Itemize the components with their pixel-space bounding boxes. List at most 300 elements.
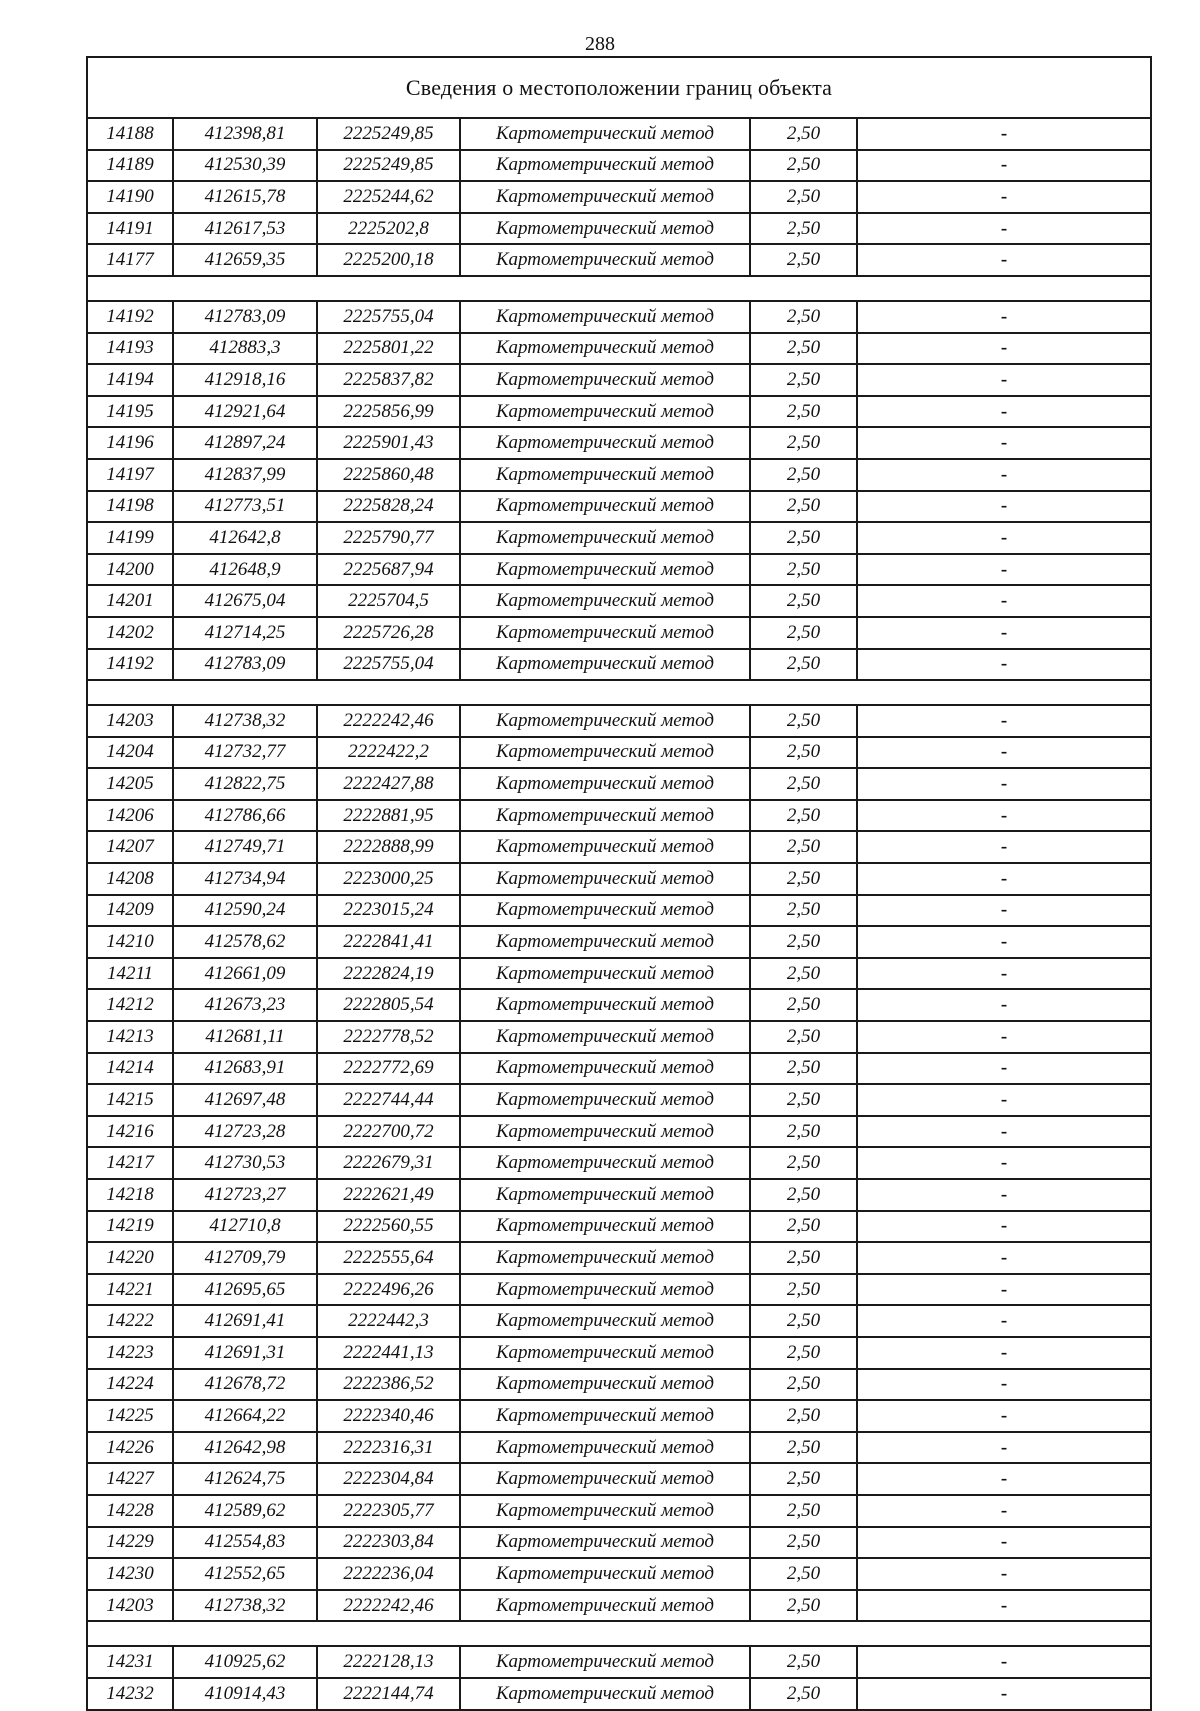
x-coordinate-cell: 412709,79 <box>173 1242 317 1274</box>
table-row <box>87 244 1151 276</box>
point-number-cell: 14211 <box>87 958 173 990</box>
y-coordinate-cell: 2222441,13 <box>317 1337 460 1369</box>
x-coordinate-cell: 412659,35 <box>173 244 317 276</box>
table-row <box>87 396 1151 428</box>
page-number: 288 <box>585 33 615 55</box>
y-coordinate-cell: 2222304,84 <box>317 1463 460 1495</box>
table-row <box>87 958 1151 990</box>
point-number-cell: 14219 <box>87 1211 173 1243</box>
method-cell: Картометрический метод <box>460 459 750 491</box>
accuracy-cell: 2,50 <box>750 427 857 459</box>
point-number-cell: 14212 <box>87 989 173 1021</box>
x-coordinate-cell: 412783,09 <box>173 301 317 333</box>
table-row <box>87 926 1151 958</box>
description-cell: - <box>857 926 1151 958</box>
table-row <box>87 1053 1151 1085</box>
method-cell: Картометрический метод <box>460 1337 750 1369</box>
method-cell: Картометрический метод <box>460 1274 750 1306</box>
point-number-cell: 14190 <box>87 181 173 213</box>
method-cell: Картометрический метод <box>460 1590 750 1622</box>
point-number-cell: 14194 <box>87 364 173 396</box>
x-coordinate-cell: 412624,75 <box>173 1463 317 1495</box>
y-coordinate-cell: 2223000,25 <box>317 863 460 895</box>
x-coordinate-cell: 410914,43 <box>173 1678 317 1710</box>
description-cell: - <box>857 1147 1151 1179</box>
point-number-cell: 14229 <box>87 1527 173 1559</box>
description-cell: - <box>857 1211 1151 1243</box>
method-cell: Картометрический метод <box>460 1084 750 1116</box>
method-cell: Картометрический метод <box>460 333 750 365</box>
method-cell: Картометрический метод <box>460 396 750 428</box>
y-coordinate-cell: 2225755,04 <box>317 649 460 681</box>
accuracy-cell: 2,50 <box>750 895 857 927</box>
method-cell: Картометрический метод <box>460 301 750 333</box>
y-coordinate-cell: 2222778,52 <box>317 1021 460 1053</box>
table-row <box>87 617 1151 649</box>
y-coordinate-cell: 2222386,52 <box>317 1369 460 1401</box>
x-coordinate-cell: 412554,83 <box>173 1527 317 1559</box>
accuracy-cell: 2,50 <box>750 1305 857 1337</box>
table-row <box>87 491 1151 523</box>
method-cell: Картометрический метод <box>460 1021 750 1053</box>
method-cell: Картометрический метод <box>460 554 750 586</box>
y-coordinate-cell: 2222496,26 <box>317 1274 460 1306</box>
accuracy-cell: 2,50 <box>750 617 857 649</box>
point-number-cell: 14200 <box>87 554 173 586</box>
point-number-cell: 14203 <box>87 1590 173 1622</box>
y-coordinate-cell: 2225790,77 <box>317 522 460 554</box>
description-cell: - <box>857 1432 1151 1464</box>
method-cell: Картометрический метод <box>460 118 750 150</box>
accuracy-cell: 2,50 <box>750 831 857 863</box>
x-coordinate-cell: 412783,09 <box>173 649 317 681</box>
method-cell: Картометрический метод <box>460 989 750 1021</box>
table-row <box>87 737 1151 769</box>
description-cell: - <box>857 522 1151 554</box>
table-row <box>87 768 1151 800</box>
y-coordinate-cell: 2222442,3 <box>317 1305 460 1337</box>
table-row <box>87 213 1151 245</box>
table-row <box>87 895 1151 927</box>
group-separator-row <box>87 276 1151 301</box>
method-cell: Картометрический метод <box>460 705 750 737</box>
y-coordinate-cell: 2222242,46 <box>317 705 460 737</box>
description-cell: - <box>857 1558 1151 1590</box>
accuracy-cell: 2,50 <box>750 1147 857 1179</box>
accuracy-cell: 2,50 <box>750 1211 857 1243</box>
description-cell: - <box>857 150 1151 182</box>
method-cell: Картометрический метод <box>460 1116 750 1148</box>
accuracy-cell: 2,50 <box>750 705 857 737</box>
table-row <box>87 1527 1151 1559</box>
method-cell: Картометрический метод <box>460 1678 750 1710</box>
description-cell: - <box>857 1463 1151 1495</box>
y-coordinate-cell: 2222242,46 <box>317 1590 460 1622</box>
x-coordinate-cell: 412723,28 <box>173 1116 317 1148</box>
description-cell: - <box>857 737 1151 769</box>
table-row <box>87 831 1151 863</box>
accuracy-cell: 2,50 <box>750 958 857 990</box>
description-cell: - <box>857 1053 1151 1085</box>
accuracy-cell: 2,50 <box>750 1590 857 1622</box>
accuracy-cell: 2,50 <box>750 1678 857 1710</box>
y-coordinate-cell: 2225828,24 <box>317 491 460 523</box>
accuracy-cell: 2,50 <box>750 1646 857 1678</box>
group-separator-cell <box>87 276 1151 301</box>
x-coordinate-cell: 412675,04 <box>173 585 317 617</box>
point-number-cell: 14226 <box>87 1432 173 1464</box>
y-coordinate-cell: 2222888,99 <box>317 831 460 863</box>
x-coordinate-cell: 412589,62 <box>173 1495 317 1527</box>
point-number-cell: 14191 <box>87 213 173 245</box>
table-row <box>87 1590 1151 1622</box>
method-cell: Картометрический метод <box>460 768 750 800</box>
table-row <box>87 1678 1151 1710</box>
description-cell: - <box>857 705 1151 737</box>
method-cell: Картометрический метод <box>460 1463 750 1495</box>
accuracy-cell: 2,50 <box>750 1116 857 1148</box>
y-coordinate-cell: 2225249,85 <box>317 118 460 150</box>
point-number-cell: 14196 <box>87 427 173 459</box>
description-cell: - <box>857 181 1151 213</box>
method-cell: Картометрический метод <box>460 585 750 617</box>
y-coordinate-cell: 2222560,55 <box>317 1211 460 1243</box>
x-coordinate-cell: 412773,51 <box>173 491 317 523</box>
method-cell: Картометрический метод <box>460 1400 750 1432</box>
method-cell: Картометрический метод <box>460 926 750 958</box>
method-cell: Картометрический метод <box>460 244 750 276</box>
point-number-cell: 14225 <box>87 1400 173 1432</box>
point-number-cell: 14220 <box>87 1242 173 1274</box>
y-coordinate-cell: 2225837,82 <box>317 364 460 396</box>
description-cell: - <box>857 1179 1151 1211</box>
table-row <box>87 181 1151 213</box>
description-cell: - <box>857 989 1151 1021</box>
method-cell: Картометрический метод <box>460 427 750 459</box>
table-body <box>87 57 1151 1710</box>
accuracy-cell: 2,50 <box>750 1558 857 1590</box>
y-coordinate-cell: 2222824,19 <box>317 958 460 990</box>
table-row <box>87 1242 1151 1274</box>
y-coordinate-cell: 2225755,04 <box>317 301 460 333</box>
accuracy-cell: 2,50 <box>750 800 857 832</box>
y-coordinate-cell: 2222316,31 <box>317 1432 460 1464</box>
accuracy-cell: 2,50 <box>750 1242 857 1274</box>
method-cell: Картометрический метод <box>460 150 750 182</box>
description-cell: - <box>857 585 1151 617</box>
x-coordinate-cell: 412661,09 <box>173 958 317 990</box>
y-coordinate-cell: 2222679,31 <box>317 1147 460 1179</box>
description-cell: - <box>857 1274 1151 1306</box>
point-number-cell: 14205 <box>87 768 173 800</box>
point-number-cell: 14188 <box>87 118 173 150</box>
method-cell: Картометрический метод <box>460 1369 750 1401</box>
description-cell: - <box>857 213 1151 245</box>
method-cell: Картометрический метод <box>460 895 750 927</box>
x-coordinate-cell: 412664,22 <box>173 1400 317 1432</box>
description-cell: - <box>857 554 1151 586</box>
description-cell: - <box>857 649 1151 681</box>
accuracy-cell: 2,50 <box>750 737 857 769</box>
accuracy-cell: 2,50 <box>750 1084 857 1116</box>
accuracy-cell: 2,50 <box>750 1021 857 1053</box>
method-cell: Картометрический метод <box>460 1495 750 1527</box>
point-number-cell: 14215 <box>87 1084 173 1116</box>
description-cell: - <box>857 863 1151 895</box>
description-cell: - <box>857 459 1151 491</box>
x-coordinate-cell: 412723,27 <box>173 1179 317 1211</box>
description-cell: - <box>857 1646 1151 1678</box>
table-row <box>87 989 1151 1021</box>
x-coordinate-cell: 412738,32 <box>173 705 317 737</box>
description-cell: - <box>857 491 1151 523</box>
description-cell: - <box>857 1678 1151 1710</box>
description-cell: - <box>857 1305 1151 1337</box>
method-cell: Картометрический метод <box>460 1646 750 1678</box>
y-coordinate-cell: 2223015,24 <box>317 895 460 927</box>
description-cell: - <box>857 118 1151 150</box>
x-coordinate-cell: 412730,53 <box>173 1147 317 1179</box>
y-coordinate-cell: 2225200,18 <box>317 244 460 276</box>
y-coordinate-cell: 2225244,62 <box>317 181 460 213</box>
point-number-cell: 14203 <box>87 705 173 737</box>
method-cell: Картометрический метод <box>460 831 750 863</box>
x-coordinate-cell: 412738,32 <box>173 1590 317 1622</box>
group-separator-cell <box>87 1621 1151 1646</box>
description-cell: - <box>857 1369 1151 1401</box>
y-coordinate-cell: 2222305,77 <box>317 1495 460 1527</box>
accuracy-cell: 2,50 <box>750 213 857 245</box>
table-row <box>87 427 1151 459</box>
x-coordinate-cell: 412697,48 <box>173 1084 317 1116</box>
x-coordinate-cell: 412921,64 <box>173 396 317 428</box>
description-cell: - <box>857 1116 1151 1148</box>
point-number-cell: 14201 <box>87 585 173 617</box>
method-cell: Картометрический метод <box>460 1527 750 1559</box>
accuracy-cell: 2,50 <box>750 491 857 523</box>
table-row <box>87 649 1151 681</box>
description-cell: - <box>857 333 1151 365</box>
x-coordinate-cell: 412642,8 <box>173 522 317 554</box>
point-number-cell: 14197 <box>87 459 173 491</box>
y-coordinate-cell: 2225801,22 <box>317 333 460 365</box>
group-separator-cell <box>87 680 1151 705</box>
method-cell: Картометрический метод <box>460 1305 750 1337</box>
method-cell: Картометрический метод <box>460 617 750 649</box>
x-coordinate-cell: 412681,11 <box>173 1021 317 1053</box>
x-coordinate-cell: 412617,53 <box>173 213 317 245</box>
method-cell: Картометрический метод <box>460 649 750 681</box>
point-number-cell: 14216 <box>87 1116 173 1148</box>
table-row <box>87 364 1151 396</box>
y-coordinate-cell: 2222128,13 <box>317 1646 460 1678</box>
x-coordinate-cell: 412578,62 <box>173 926 317 958</box>
point-number-cell: 14192 <box>87 649 173 681</box>
method-cell: Картометрический метод <box>460 1558 750 1590</box>
description-cell: - <box>857 1590 1151 1622</box>
method-cell: Картометрический метод <box>460 1147 750 1179</box>
table-row <box>87 705 1151 737</box>
y-coordinate-cell: 2222555,64 <box>317 1242 460 1274</box>
accuracy-cell: 2,50 <box>750 926 857 958</box>
x-coordinate-cell: 412695,65 <box>173 1274 317 1306</box>
point-number-cell: 14199 <box>87 522 173 554</box>
group-separator-row <box>87 680 1151 705</box>
description-cell: - <box>857 427 1151 459</box>
point-number-cell: 14224 <box>87 1369 173 1401</box>
accuracy-cell: 2,50 <box>750 301 857 333</box>
description-cell: - <box>857 958 1151 990</box>
x-coordinate-cell: 412897,24 <box>173 427 317 459</box>
description-cell: - <box>857 895 1151 927</box>
point-number-cell: 14222 <box>87 1305 173 1337</box>
x-coordinate-cell: 412648,9 <box>173 554 317 586</box>
description-cell: - <box>857 617 1151 649</box>
table-row <box>87 522 1151 554</box>
y-coordinate-cell: 2222881,95 <box>317 800 460 832</box>
table-row <box>87 1274 1151 1306</box>
x-coordinate-cell: 410925,62 <box>173 1646 317 1678</box>
y-coordinate-cell: 2222744,44 <box>317 1084 460 1116</box>
accuracy-cell: 2,50 <box>750 244 857 276</box>
x-coordinate-cell: 412673,23 <box>173 989 317 1021</box>
x-coordinate-cell: 412590,24 <box>173 895 317 927</box>
method-cell: Картометрический метод <box>460 1211 750 1243</box>
accuracy-cell: 2,50 <box>750 459 857 491</box>
description-cell: - <box>857 364 1151 396</box>
point-number-cell: 14208 <box>87 863 173 895</box>
accuracy-cell: 2,50 <box>750 1400 857 1432</box>
y-coordinate-cell: 2225202,8 <box>317 213 460 245</box>
table-row <box>87 1558 1151 1590</box>
table-row <box>87 1211 1151 1243</box>
x-coordinate-cell: 412837,99 <box>173 459 317 491</box>
method-cell: Картометрический метод <box>460 1179 750 1211</box>
point-number-cell: 14192 <box>87 301 173 333</box>
accuracy-cell: 2,50 <box>750 181 857 213</box>
accuracy-cell: 2,50 <box>750 333 857 365</box>
point-number-cell: 14232 <box>87 1678 173 1710</box>
point-number-cell: 14230 <box>87 1558 173 1590</box>
point-number-cell: 14189 <box>87 150 173 182</box>
y-coordinate-cell: 2222427,88 <box>317 768 460 800</box>
accuracy-cell: 2,50 <box>750 1053 857 1085</box>
x-coordinate-cell: 412710,8 <box>173 1211 317 1243</box>
point-number-cell: 14209 <box>87 895 173 927</box>
point-number-cell: 14231 <box>87 1646 173 1678</box>
table-row <box>87 1400 1151 1432</box>
point-number-cell: 14228 <box>87 1495 173 1527</box>
table-row <box>87 1147 1151 1179</box>
accuracy-cell: 2,50 <box>750 863 857 895</box>
description-cell: - <box>857 396 1151 428</box>
method-cell: Картометрический метод <box>460 800 750 832</box>
description-cell: - <box>857 301 1151 333</box>
x-coordinate-cell: 412683,91 <box>173 1053 317 1085</box>
point-number-cell: 14227 <box>87 1463 173 1495</box>
method-cell: Картометрический метод <box>460 181 750 213</box>
table-row <box>87 1495 1151 1527</box>
accuracy-cell: 2,50 <box>750 768 857 800</box>
y-coordinate-cell: 2222422,2 <box>317 737 460 769</box>
x-coordinate-cell: 412678,72 <box>173 1369 317 1401</box>
x-coordinate-cell: 412732,77 <box>173 737 317 769</box>
table-row <box>87 1463 1151 1495</box>
description-cell: - <box>857 1084 1151 1116</box>
method-cell: Картометрический метод <box>460 364 750 396</box>
accuracy-cell: 2,50 <box>750 1463 857 1495</box>
accuracy-cell: 2,50 <box>750 364 857 396</box>
x-coordinate-cell: 412734,94 <box>173 863 317 895</box>
y-coordinate-cell: 2225860,48 <box>317 459 460 491</box>
point-number-cell: 14198 <box>87 491 173 523</box>
description-cell: - <box>857 800 1151 832</box>
accuracy-cell: 2,50 <box>750 1179 857 1211</box>
boundary-coordinates-table <box>86 56 1152 1711</box>
method-cell: Картометрический метод <box>460 737 750 769</box>
point-number-cell: 14206 <box>87 800 173 832</box>
table-row <box>87 1084 1151 1116</box>
point-number-cell: 14223 <box>87 1337 173 1369</box>
point-number-cell: 14214 <box>87 1053 173 1085</box>
description-cell: - <box>857 1021 1151 1053</box>
x-coordinate-cell: 412822,75 <box>173 768 317 800</box>
x-coordinate-cell: 412530,39 <box>173 150 317 182</box>
method-cell: Картометрический метод <box>460 958 750 990</box>
table-row <box>87 800 1151 832</box>
point-number-cell: 14217 <box>87 1147 173 1179</box>
x-coordinate-cell: 412691,31 <box>173 1337 317 1369</box>
group-separator-row <box>87 1621 1151 1646</box>
table-row <box>87 1116 1151 1148</box>
accuracy-cell: 2,50 <box>750 1369 857 1401</box>
y-coordinate-cell: 2222340,46 <box>317 1400 460 1432</box>
table-row <box>87 863 1151 895</box>
point-number-cell: 14210 <box>87 926 173 958</box>
table-row <box>87 1305 1151 1337</box>
method-cell: Картометрический метод <box>460 491 750 523</box>
table-title-row <box>87 57 1151 118</box>
accuracy-cell: 2,50 <box>750 989 857 1021</box>
table-row <box>87 1432 1151 1464</box>
y-coordinate-cell: 2225726,28 <box>317 617 460 649</box>
description-cell: - <box>857 1495 1151 1527</box>
x-coordinate-cell: 412749,71 <box>173 831 317 863</box>
accuracy-cell: 2,50 <box>750 649 857 681</box>
table-row <box>87 1369 1151 1401</box>
y-coordinate-cell: 2225856,99 <box>317 396 460 428</box>
y-coordinate-cell: 2225704,5 <box>317 585 460 617</box>
point-number-cell: 14193 <box>87 333 173 365</box>
accuracy-cell: 2,50 <box>750 1527 857 1559</box>
table-row <box>87 1646 1151 1678</box>
y-coordinate-cell: 2222621,49 <box>317 1179 460 1211</box>
point-number-cell: 14204 <box>87 737 173 769</box>
method-cell: Картометрический метод <box>460 522 750 554</box>
table-row <box>87 554 1151 586</box>
point-number-cell: 14207 <box>87 831 173 863</box>
description-cell: - <box>857 1400 1151 1432</box>
x-coordinate-cell: 412398,81 <box>173 118 317 150</box>
point-number-cell: 14202 <box>87 617 173 649</box>
y-coordinate-cell: 2222841,41 <box>317 926 460 958</box>
x-coordinate-cell: 412552,65 <box>173 1558 317 1590</box>
accuracy-cell: 2,50 <box>750 118 857 150</box>
table-row <box>87 585 1151 617</box>
method-cell: Картометрический метод <box>460 863 750 895</box>
accuracy-cell: 2,50 <box>750 150 857 182</box>
table-row <box>87 150 1151 182</box>
